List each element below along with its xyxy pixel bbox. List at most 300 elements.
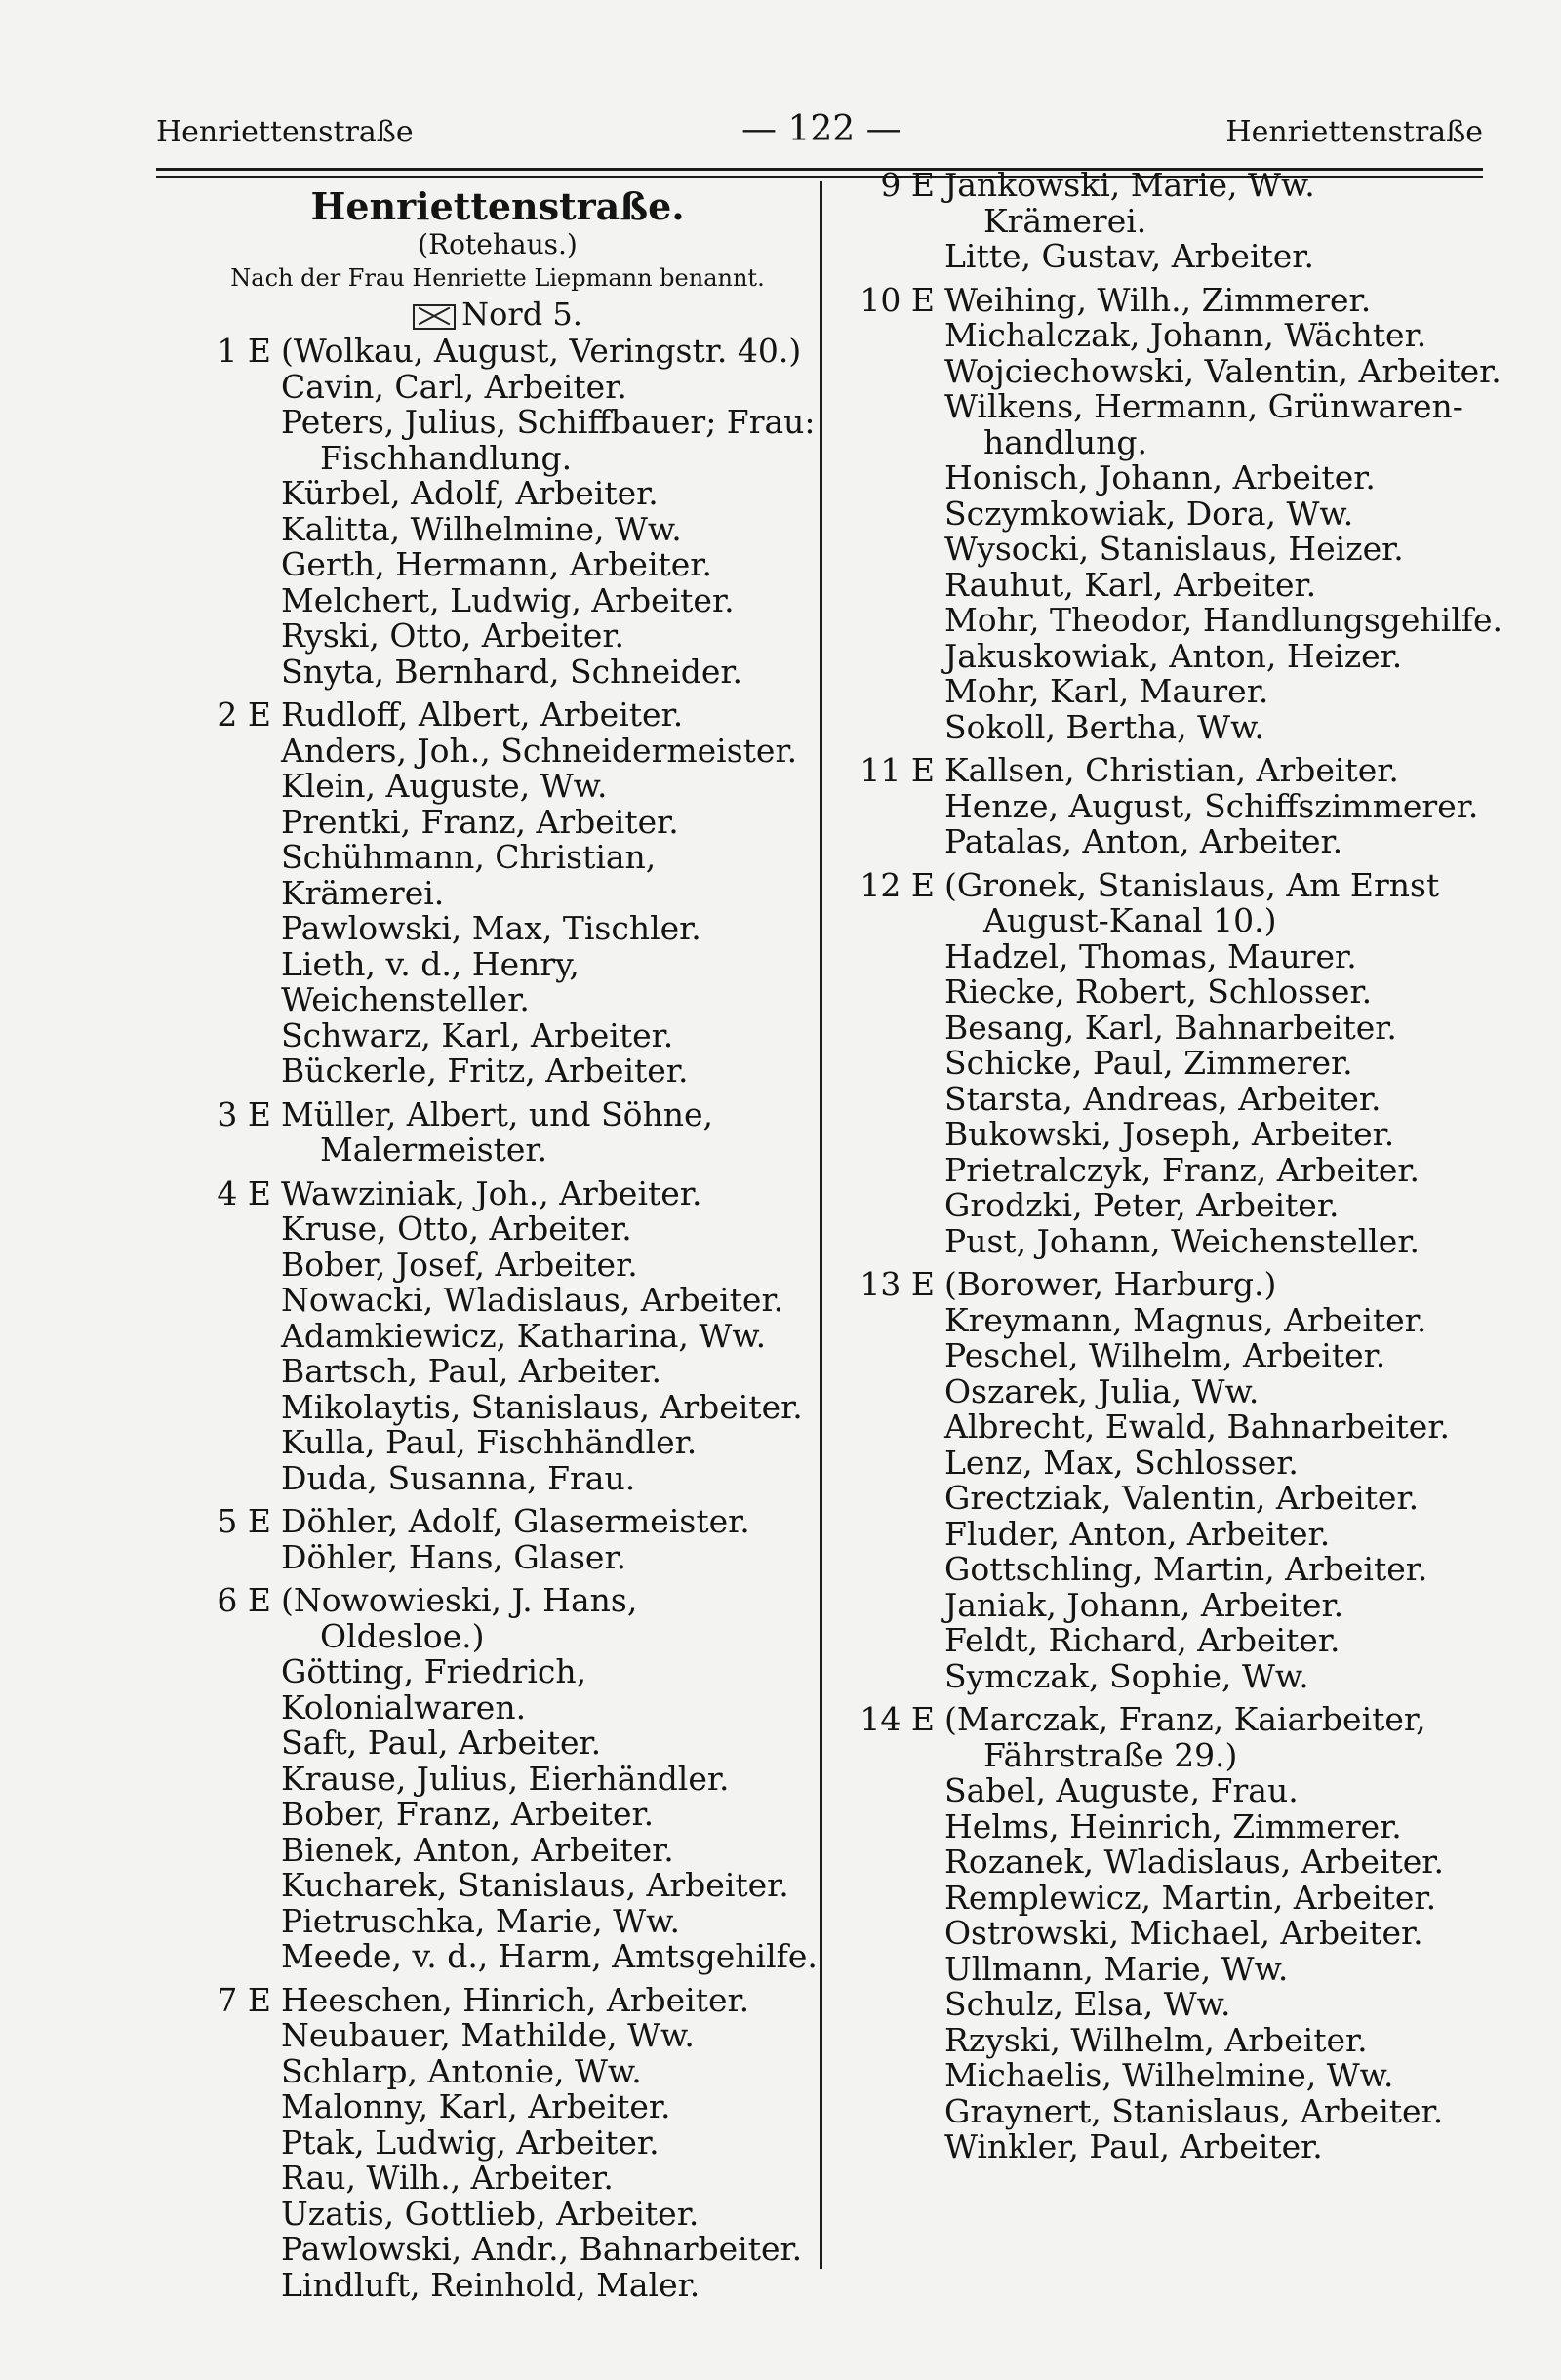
resident-text: Gottschling, Martin, Arbeiter. [944,1550,1428,1588]
house-number [195,1654,281,1726]
directory-entry [195,1901,820,1940]
resident-text: Bober, Josef, Arbeiter. [281,1245,638,1284]
directory-entry [195,1830,820,1869]
directory-entry [859,1150,1522,1189]
resident-text: Graynert, Stanislaus, Arbeiter. [944,2091,1444,2130]
resident-text: Janiak, Johann, Arbeiter. [944,1585,1344,1624]
directory-entry [859,1916,1522,1952]
house-number: 1 E [217,332,271,370]
resident-text: Honisch, Johann, Arbeiter. [944,458,1376,496]
house-number [195,405,281,441]
house-number: 4 E [217,1173,271,1212]
directory-entry [859,565,1522,604]
directory-entry [859,2129,1522,2165]
directory-entry [859,1949,1522,1988]
resident-text: Sokoll, Bertha, Ww. [944,707,1264,746]
resident-text: Oldesloe.) [320,1616,485,1655]
house-number [195,618,281,654]
directory-entry [859,974,1522,1011]
house-number [195,1053,281,1090]
resident-text: Henze, August, Schiffszimmerer. [944,786,1479,825]
directory-entry [859,903,1522,939]
directory-entry [859,1623,1522,1659]
directory-entry [195,509,820,548]
directory-entry [859,1079,1522,1118]
house-number [859,1809,944,1845]
directory-entry [195,769,820,805]
house-number [195,840,281,911]
directory-entry [195,2089,820,2125]
resident-text: Jankowski, Marie, Ww. [944,166,1315,204]
house-number: 5 E [217,1502,271,1540]
house-number [859,1773,944,1809]
house-number [859,204,944,240]
directory-entry [195,911,820,947]
resident-text: Weihing, Wilh., Zimmerer. [944,280,1372,319]
house-number [859,1188,944,1224]
directory-entry [859,389,1522,425]
resident-text: Malonny, Karl, Arbeiter. [281,2087,671,2125]
house-number [195,769,281,805]
resident-text: Sczymkowiak, Dora, Ww. [944,494,1354,533]
resident-text: Mohr, Karl, Maurer. [944,672,1269,710]
resident-text: Ostrowski, Michael, Arbeiter. [944,1914,1423,1952]
resident-text: Uzatis, Gottlieb, Arbeiter. [281,2194,700,2233]
resident-text: Kreymann, Magnus, Arbeiter. [944,1300,1427,1339]
resident-text: Pawlowski, Andr., Bahnarbeiter. [281,2230,803,2268]
house-number: 14 E [860,1700,935,1738]
resident-text: Bukowski, Joseph, Arbeiter. [944,1115,1395,1153]
running-head [156,105,1483,164]
house-number: 3 E [217,1094,271,1133]
directory-entry [859,532,1522,568]
directory-entry [859,1409,1522,1446]
directory-entry [859,603,1522,639]
house-number [859,1517,944,1553]
resident-text: Snyta, Bernhard, Schneider. [281,652,743,691]
house-number [859,496,944,533]
house-number [195,2125,281,2162]
directory-entry [195,618,820,654]
house-number [195,1726,281,1762]
directory-entry [195,2194,820,2233]
resident-text: Klein, Auguste, Ww. [281,767,608,805]
house-number [195,1283,281,1319]
resident-text: Pietruschka, Marie, Ww. [281,1901,680,1940]
resident-text: Litte, Gustav, Arbeiter. [944,237,1314,275]
resident-text: Meede, v. d., Harm, Amtsgehilfe. [281,1937,818,1975]
directory-entry [859,1987,1522,2023]
directory-entry [195,1316,820,1355]
house-number [859,532,944,568]
directory-entry [195,731,820,770]
resident-text: Schulz, Elsa, Ww. [944,1985,1231,2023]
house-number [859,939,944,975]
directory-entry [859,1443,1522,1482]
directory-entry [195,1759,820,1798]
house-number [859,2129,944,2165]
resident-text: Kruse, Otto, Arbeiter. [281,1210,632,1248]
directory-entry [859,1300,1522,1339]
house-number [859,1082,944,1118]
resident-text: Michalczak, Johann, Wächter. [944,316,1427,354]
directory-entry [859,786,1522,825]
resident-text: Kallsen, Christian, Arbeiter. [944,751,1399,789]
resident-text: Riecke, Robert, Schlosser. [944,972,1373,1011]
resident-text: Prietralczyk, Franz, Arbeiter. [944,1150,1421,1189]
directory-entry [859,2058,1522,2094]
directory-entry [195,1387,820,1426]
resident-text: Duda, Susanna, Frau. [281,1458,636,1497]
directory-entry [195,697,820,734]
resident-text: Döhler, Hans, Glaser. [281,1537,627,1576]
resident-text: Helms, Heinrich, Zimmerer. [944,1806,1402,1845]
house-number [195,1762,281,1798]
resident-text: Saft, Paul, Arbeiter. [281,1724,602,1762]
house-number [195,476,281,512]
house-number [195,583,281,619]
house-number [195,947,281,1018]
street-heading [176,185,820,334]
directory-entry [195,2232,820,2268]
directory-entry [859,460,1522,496]
resident-text: Melchert, Ludwig, Arbeiter. [281,580,735,619]
resident-text: Ptak, Ludwig, Arbeiter. [281,2122,660,2162]
house-number [859,1588,944,1624]
resident-text: Jakuskowiak, Anton, Heizer. [944,636,1403,675]
house-number: 2 E [217,695,271,734]
resident-text: Bober, Franz, Arbeiter. [281,1795,655,1833]
directory-entry [195,840,820,911]
house-number [859,239,944,275]
directory-entry [859,239,1522,275]
directory-entry [859,496,1522,533]
directory-entry [859,707,1522,746]
resident-text: Gerth, Hermann, Arbeiter. [281,545,712,583]
resident-text: Bartsch, Paul, Arbeiter. [281,1352,662,1390]
directory-entry [195,1537,820,1576]
directory-entry [195,1173,820,1212]
resident-text: Wojciechowski, Valentin, Arbeiter. [944,351,1501,390]
resident-text: Fluder, Anton, Arbeiter. [944,1514,1331,1553]
house-number [859,568,944,604]
resident-text: Mikolaytis, Stanislaus, Arbeiter. [281,1387,803,1426]
house-number [859,1224,944,1260]
house-number [859,903,944,939]
street-subtitle: (Rotehaus.) [418,228,578,260]
resident-text: Besang, Karl, Bahnarbeiter. [944,1008,1397,1047]
house-number [195,1540,281,1576]
house-number [195,1619,281,1655]
resident-text: Adamkiewicz, Katharina, Ww. [281,1316,767,1355]
directory-entry [195,438,820,477]
house-number [859,389,944,425]
resident-text: Cavin, Carl, Arbeiter. [281,367,627,406]
house-number [195,2197,281,2233]
resident-text: Kucharek, Stanislaus, Arbeiter. [281,1866,789,1904]
house-number [195,2018,281,2054]
directory-entry [859,1117,1522,1153]
directory-entry [859,1371,1522,1410]
directory-entry [195,2018,820,2054]
directory-entry [195,1354,820,1390]
resident-text: Wysocki, Stanislaus, Heizer. [944,530,1404,568]
left-entry-list [195,334,820,2303]
directory-entry [859,168,1522,204]
house-number [859,1844,944,1881]
house-number: 10 E [860,280,935,319]
resident-text: Starsta, Andreas, Arbeiter. [944,1079,1381,1118]
house-number [195,734,281,770]
house-number [195,1904,281,1940]
resident-text: Pawlowski, Max, Tischler. [281,909,701,947]
house-number [859,1011,944,1047]
house-number [195,1425,281,1461]
street-title: Henriettenstraße. [310,184,685,228]
resident-text: Lieth, v. d., Henry, Weichensteller. [281,944,580,1018]
right-column [859,168,1522,2165]
resident-text: Malermeister. [320,1130,548,1169]
resident-text: Patalas, Anton, Arbeiter. [944,822,1343,860]
resident-text: Wilkens, Hermann, Grünwaren- [944,387,1463,425]
directory-entry [195,367,820,406]
directory-entry [859,1552,1522,1588]
house-number [859,1552,944,1588]
house-number [195,805,281,841]
right-entry-list [859,168,1522,2165]
house-number [859,460,944,496]
resident-text: Krämerei. [983,201,1147,240]
directory-entry [195,2051,820,2090]
resident-text: Rauhut, Karl, Arbeiter. [944,565,1317,604]
house-number: 6 E [217,1581,271,1619]
house-number [195,512,281,548]
directory-entry [859,2020,1522,2059]
house-number [859,1409,944,1446]
house-number [195,654,281,691]
directory-entry [859,824,1522,860]
resident-text: Bückerle, Fritz, Arbeiter. [281,1051,689,1090]
house-number [859,603,944,639]
directory-entry [859,1585,1522,1624]
house-number [195,1390,281,1426]
house-number [859,1623,944,1659]
directory-entry [859,1338,1522,1374]
resident-text: Hadzel, Thomas, Maurer. [944,936,1357,975]
directory-entry [859,201,1522,240]
resident-text: Kürbel, Adolf, Arbeiter. [281,474,659,512]
resident-text: Schühmann, Christian, Krämerei. [281,838,657,912]
house-number [859,1987,944,2023]
directory-entry [195,2122,820,2162]
resident-text: Feldt, Richard, Arbeiter. [944,1621,1341,1659]
directory-entry [195,1616,820,1655]
house-number [859,354,944,390]
directory-entry [859,280,1522,319]
house-number [859,1738,944,1774]
house-number [859,1303,944,1339]
envelope-icon [413,304,456,330]
directory-entry [195,1504,820,1540]
resident-text: Bienek, Anton, Arbeiter. [281,1830,674,1869]
resident-text: Symczak, Sophie, Ww. [944,1656,1309,1695]
directory-entry [859,2091,1522,2130]
house-number [859,639,944,675]
directory-entry [859,753,1522,789]
house-number: 9 E [880,166,935,204]
directory-entry [195,1458,820,1497]
directory-entry [859,1702,1522,1738]
house-number: 13 E [860,1265,935,1303]
running-head-right: Henriettenstraße [1225,115,1483,149]
directory-entry [859,1514,1522,1553]
resident-text: Fischhandlung. [320,438,573,477]
resident-text: Rudloff, Albert, Arbeiter. [281,695,684,734]
directory-entry [195,1726,820,1762]
house-number [195,1354,281,1390]
directory-entry [859,1046,1522,1082]
house-number: 12 E [860,865,935,904]
house-number [195,441,281,477]
directory-entry [195,1245,820,1284]
house-number [195,1248,281,1284]
resident-text: Peters, Julius, Schiffbauer; Frau: [281,403,816,441]
house-number [859,1153,944,1189]
directory-entry [195,654,820,691]
house-number [859,1952,944,1988]
house-number [859,1916,944,1952]
resident-text: Winkler, Paul, Arbeiter. [944,2127,1323,2165]
resident-text: Prentki, Franz, Arbeiter. [281,802,679,841]
house-number [195,1319,281,1355]
house-number [195,2089,281,2125]
directory-entry [859,1008,1522,1047]
directory-entry [195,802,820,841]
resident-text: Rozanek, Wladislaus, Arbeiter. [944,1843,1444,1881]
directory-entry [859,865,1522,904]
directory-entry [195,405,820,441]
house-number [859,789,944,825]
house-number [195,1797,281,1833]
house-number [859,710,944,746]
house-number [859,2023,944,2059]
page-number: — 122 — [741,109,901,149]
directory-entry [859,1656,1522,1695]
resident-text: Ryski, Otto, Arbeiter. [281,616,625,654]
house-number [859,1659,944,1695]
running-head-left: Henriettenstraße [156,115,414,149]
left-column [195,185,820,2303]
directory-entry [195,1654,820,1726]
resident-text: August-Kanal 10.) [983,901,1277,939]
directory-entry [195,580,820,619]
resident-text: Anders, Joh., Schneidermeister. [281,731,798,770]
directory-entry [859,1806,1522,1845]
directory-entry [859,1188,1522,1224]
directory-entry [195,547,820,583]
house-number [859,974,944,1011]
house-number [195,1833,281,1869]
resident-text: Kulla, Paul, Fischhändler. [281,1423,698,1461]
house-number [859,674,944,710]
house-number [195,1211,281,1248]
postal-district-label: Nord 5. [461,296,582,333]
resident-text: Michaelis, Wilhelmine, Ww. [944,2056,1394,2094]
house-number [859,1374,944,1410]
resident-text: Rau, Wilh., Arbeiter. [281,2159,614,2197]
directory-entry [859,1878,1522,1917]
house-number [859,318,944,354]
directory-entry [195,2161,820,2197]
house-number [195,370,281,406]
resident-text: Oszarek, Julia, Ww. [944,1371,1260,1410]
resident-text: Nowacki, Wladislaus, Arbeiter. [281,1281,784,1319]
house-number: 7 E [217,1980,271,2019]
house-number [195,1868,281,1904]
house-number [859,1338,944,1374]
directory-entry [195,1868,820,1904]
house-number [195,2054,281,2090]
directory-entry [195,1094,820,1133]
resident-text: Schlarp, Antonie, Ww. [281,2051,642,2090]
directory-entry [195,1211,820,1248]
resident-text: (Nowowieski, J. Hans, [281,1581,638,1619]
directory-entry [859,1267,1522,1303]
resident-text: Peschel, Wilhelm, Arbeiter. [944,1336,1386,1374]
directory-entry [859,1735,1522,1774]
resident-text: Ullmann, Marie, Ww. [944,1949,1289,1988]
house-number [195,1939,281,1975]
house-number [859,1446,944,1482]
resident-text: Remplewicz, Martin, Arbeiter. [944,1878,1437,1917]
resident-text: (Borower, Harburg.) [944,1265,1277,1303]
directory-entry [195,1132,820,1169]
directory-entry [195,334,820,370]
house-number [195,2268,281,2304]
house-number [195,2232,281,2268]
house-number [195,547,281,583]
resident-text: Mohr, Theodor, Handlungsgehilfe. [944,601,1503,639]
resident-text: Lenz, Max, Schlosser. [944,1443,1299,1482]
resident-text: Fährstraße 29.) [983,1735,1238,1774]
resident-text: Pust, Johann, Weichensteller. [944,1221,1420,1260]
directory-entry [195,2265,820,2304]
house-number: 11 E [860,751,935,789]
resident-text: Rzyski, Wilhelm, Arbeiter. [944,2020,1368,2059]
directory-entry [859,1844,1522,1881]
house-number [195,1018,281,1054]
resident-text: Grodzki, Peter, Arbeiter. [944,1186,1340,1224]
directory-entry [859,318,1522,354]
directory-entry [195,1425,820,1461]
house-number [859,2058,944,2094]
house-number [859,824,944,860]
resident-text: (Marczak, Franz, Kaiarbeiter, [944,1700,1426,1738]
resident-text: Götting, Friedrich, Kolonialwaren. [281,1652,587,1726]
house-number [859,1881,944,1917]
house-number [195,1132,281,1169]
resident-text: Grectziak, Valentin, Arbeiter. [944,1479,1420,1517]
house-number [195,1461,281,1497]
street-note: Nach der Frau Henriette Liepmann benannt. [230,264,765,292]
directory-entry [195,1939,820,1975]
directory-entry [859,1773,1522,1809]
house-number [859,425,944,461]
resident-text: (Wolkau, August, Veringstr. 40.) [281,332,802,370]
resident-text: Lindluft, Reinhold, Maler. [281,2265,700,2304]
house-number [859,2094,944,2130]
directory-entry [859,936,1522,975]
